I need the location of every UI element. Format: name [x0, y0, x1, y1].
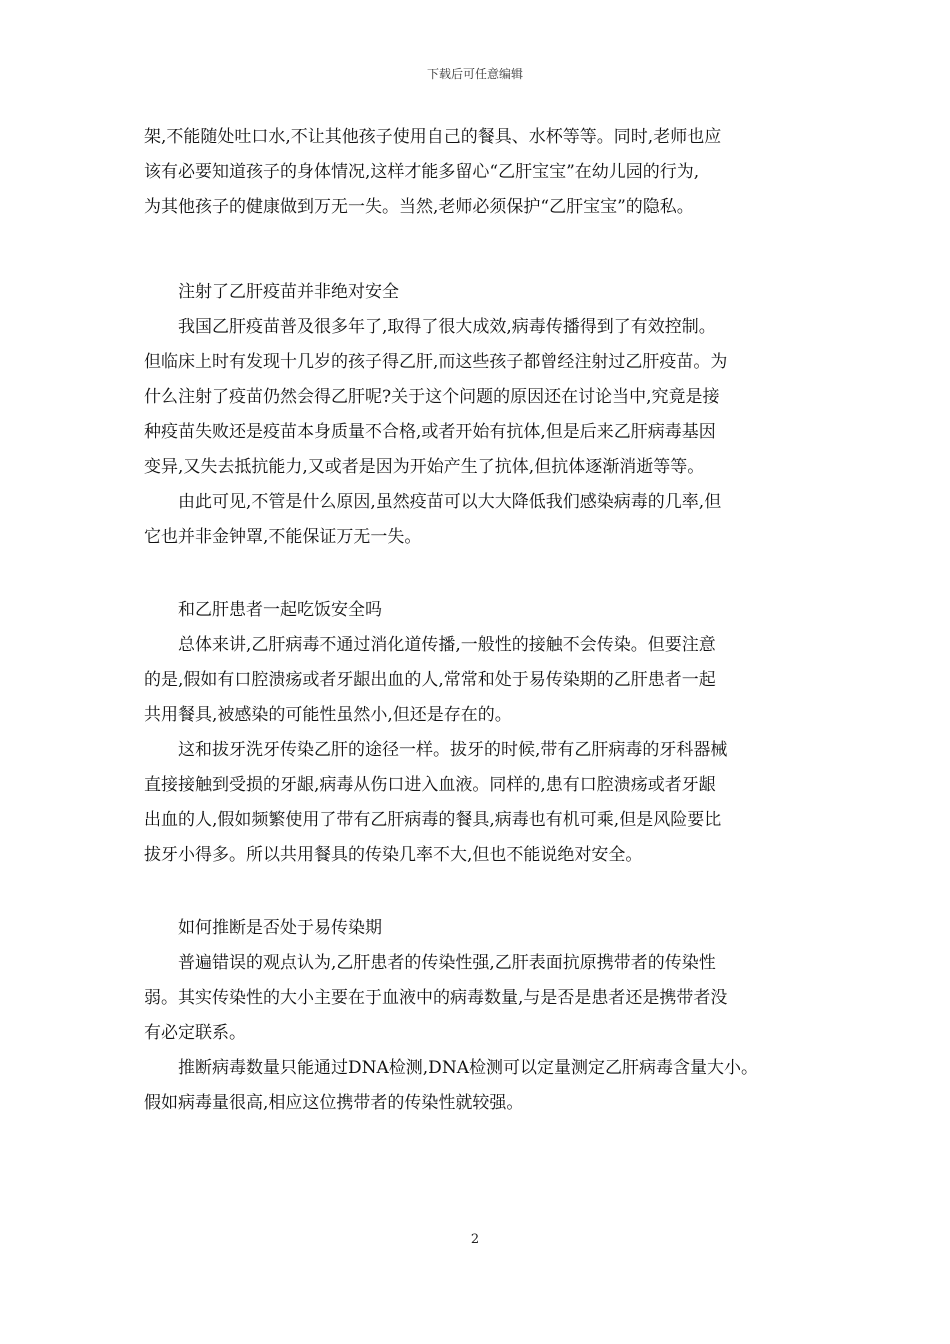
text-line: 这和拔牙洗牙传染乙肝的途径一样。拔牙的时候,带有乙肝病毒的牙科器械: [178, 740, 728, 760]
text-line: 由此可见,不管是什么原因,虽然疫苗可以大大降低我们感染病毒的几率,但: [178, 492, 722, 512]
text-line: 普遍错误的观点认为,乙肝患者的传染性强,乙肝表面抗原携带者的传染性: [178, 953, 716, 973]
text-line: 的是,假如有口腔溃疡或者牙龈出血的人,常常和处于易传染期的乙肝患者一起: [144, 670, 716, 690]
text-line: 种疫苗失败还是疫苗本身质量不合格,或者开始有抗体,但是后来乙肝病毒基因: [144, 422, 716, 442]
text-line: 总体来讲,乙肝病毒不通过消化道传播,一般性的接触不会传染。但要注意: [178, 635, 716, 655]
text-line: 出血的人,假如频繁使用了带有乙肝病毒的餐具,病毒也有机可乘,但是风险要比: [144, 810, 722, 830]
text-line: 我国乙肝疫苗普及很多年了,取得了很大成效,病毒传播得到了有效控制。: [178, 317, 716, 337]
text-line: 拔牙小得多。所以共用餐具的传染几率不大,但也不能说绝对安全。: [144, 845, 643, 865]
document-body: [144, 120, 814, 1121]
paragraph: [144, 946, 814, 1051]
text-line: 什么注射了疫苗仍然会得乙肝呢?关于这个问题的原因还在讨论当中,究竟是接: [144, 387, 720, 407]
paragraph: [144, 485, 814, 555]
paragraph: [144, 1051, 814, 1121]
text-line: 它也并非金钟罩,不能保证万无一失。: [144, 527, 422, 547]
text-line: 推断病毒数量只能通过DNA检测,DNA检测可以定量测定乙肝病毒含量大小。: [178, 1058, 758, 1078]
text-line: 假如病毒量很高,相应这位携带者的传染性就较强。: [144, 1093, 524, 1113]
text-line: 为其他孩子的健康做到万无一失。当然,老师必须保护“乙肝宝宝”的隐私。: [144, 197, 694, 217]
paragraph: [144, 628, 814, 733]
text-line: 该有必要知道孩子的身体情况,这样才能多留心“乙肝宝宝”在幼儿园的行为,: [144, 162, 700, 182]
page-header: 下载后可任意编辑: [426, 67, 523, 81]
text-line: 架,不能随处吐口水,不让其他孩子使用自己的餐具、水杯等等。同时,老师也应: [144, 127, 722, 147]
section-heading: 和乙肝患者一起吃饭安全吗: [178, 600, 382, 620]
section-heading: 注射了乙肝疫苗并非绝对安全: [178, 282, 399, 302]
text-line: 但临床上时有发现十几岁的孩子得乙肝,而这些孩子都曾经注射过乙肝疫苗。为: [144, 352, 728, 372]
text-line: 直接接触到受损的牙龈,病毒从伤口进入血液。同样的,患有口腔溃疡或者牙龈: [144, 775, 716, 795]
section-heading: 如何推断是否处于易传染期: [178, 918, 382, 938]
text-line: 弱。其实传染性的大小主要在于血液中的病毒数量,与是否是患者还是携带者没: [144, 988, 728, 1008]
paragraph: [144, 733, 814, 873]
page-number: 2: [470, 1232, 480, 1247]
text-line: 共用餐具,被感染的可能性虽然小,但还是存在的。: [144, 705, 512, 725]
paragraph: [144, 310, 814, 485]
text-line: 有必定联系。: [144, 1023, 246, 1043]
text-line: 变异,又失去抵抗能力,又或者是因为开始产生了抗体,但抗体逐渐消逝等等。: [144, 457, 705, 477]
intro-paragraph: [144, 120, 814, 225]
